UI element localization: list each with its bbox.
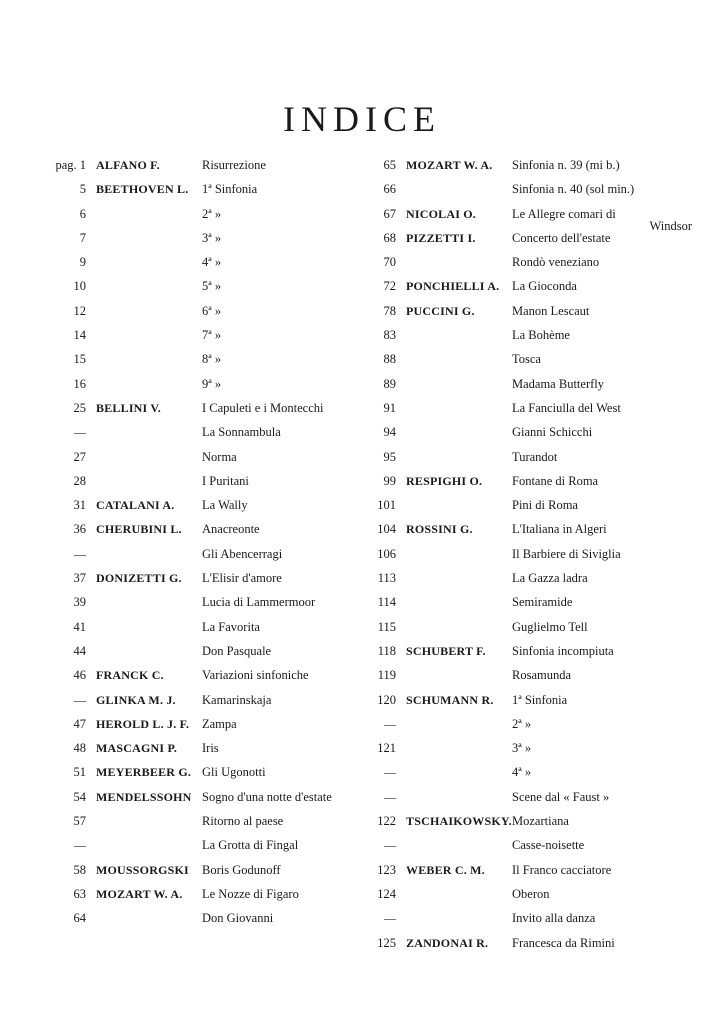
page-number: 54 <box>73 789 86 804</box>
work-title: Don Pasquale <box>202 643 272 658</box>
work-title: Zampa <box>202 716 237 731</box>
index-entry <box>38 279 358 303</box>
page-number: 6 <box>79 206 86 221</box>
work-title: Concerto dell'estate <box>512 230 611 245</box>
index-entry <box>360 790 700 814</box>
composer-name: NICOLAI O. <box>406 206 477 221</box>
page-number: 118 <box>377 643 396 658</box>
page-number: 99 <box>383 473 396 488</box>
work-title: Scene dal « Faust » <box>512 789 610 804</box>
composer-name: PUCCINI G. <box>406 303 475 318</box>
page-number: 124 <box>377 886 396 901</box>
page-number: 36 <box>73 522 86 537</box>
index-entry <box>360 304 700 328</box>
work-title: L'Italiana in Algeri <box>512 522 607 537</box>
page-number: pag. 1 <box>55 158 86 172</box>
index-entry <box>360 595 700 619</box>
work-title: Mozartiana <box>512 814 569 829</box>
index-entry <box>360 450 700 474</box>
index-entry <box>360 887 700 911</box>
index-entry <box>38 595 358 619</box>
page-number: — <box>74 425 86 440</box>
page-number: 113 <box>377 571 396 586</box>
work-title: Sinfonia n. 40 (sol min.) <box>512 182 635 197</box>
page-number: 123 <box>377 862 396 877</box>
index-entry <box>360 401 700 425</box>
index-entry <box>38 255 358 279</box>
composer-name: MENDELSSOHN <box>96 789 192 804</box>
work-title: 1ª Sinfonia <box>202 182 258 197</box>
composer-name: MOZART W. A. <box>406 158 493 172</box>
work-title: Invito alla danza <box>512 911 596 926</box>
page-number: 37 <box>73 571 86 586</box>
page-number: 46 <box>73 668 86 683</box>
work-title: Casse-noisette <box>512 838 585 853</box>
work-title: Oberon <box>512 886 550 901</box>
page-number: — <box>74 546 86 561</box>
page-number: 28 <box>73 473 86 488</box>
index-entry <box>38 644 358 668</box>
index-entry <box>38 207 358 231</box>
page-number: 25 <box>73 400 86 415</box>
work-title: Rondò veneziano <box>512 255 600 270</box>
work-title: 8ª » <box>202 352 222 367</box>
index-entry <box>38 304 358 328</box>
index-entry <box>38 765 358 789</box>
page-number: 125 <box>377 935 396 950</box>
work-title: Sogno d'una notte d'estate <box>202 789 332 804</box>
page-number: 15 <box>73 352 86 367</box>
index-entry <box>38 182 358 206</box>
work-title: Lucia di Lammermoor <box>202 595 316 610</box>
work-title: Variazioni sinfoniche <box>202 668 309 683</box>
page-number: 41 <box>73 619 86 634</box>
work-title: 2ª » <box>202 206 222 221</box>
index-entry <box>38 911 358 935</box>
page-number: 31 <box>73 498 86 513</box>
page-number: 67 <box>383 206 396 221</box>
index-entry <box>360 717 700 741</box>
index-entry <box>360 474 700 498</box>
index-entry <box>38 425 358 449</box>
index-entry <box>360 741 700 765</box>
page-number: 104 <box>377 522 396 537</box>
index-entry <box>360 571 700 595</box>
index-entry <box>38 693 358 717</box>
index-entry <box>360 863 700 887</box>
page-number: 122 <box>377 814 396 829</box>
composer-name: PIZZETTI I. <box>406 230 476 245</box>
index-entry <box>360 377 700 401</box>
index-entry <box>38 814 358 838</box>
work-title: Iris <box>202 741 219 756</box>
page-number: 72 <box>383 279 396 294</box>
index-entry <box>360 207 700 231</box>
index-entry <box>38 571 358 595</box>
page-number: 5 <box>79 182 86 197</box>
page-number: 115 <box>377 619 396 634</box>
composer-name: BELLINI V. <box>96 400 161 415</box>
index-entry <box>360 765 700 789</box>
work-title: Le Nozze di Figaro <box>202 886 299 901</box>
page-title: INDICE <box>283 99 441 139</box>
composer-name: FRANCK C. <box>96 668 164 683</box>
work-title: La Bohème <box>512 328 570 343</box>
index-entry <box>38 838 358 862</box>
page-number: 68 <box>383 230 396 245</box>
composer-name: RESPIGHI O. <box>406 473 483 488</box>
work-title: 3ª » <box>512 741 532 756</box>
work-title: La Gazza ladra <box>512 571 588 586</box>
page-number: 16 <box>73 376 86 391</box>
index-entry <box>360 352 700 376</box>
composer-name: CATALANI A. <box>96 498 175 513</box>
page-number: 27 <box>73 449 86 464</box>
work-title: 4ª » <box>202 255 222 270</box>
index-entry <box>38 620 358 644</box>
work-title: Il Franco cacciatore <box>512 862 612 877</box>
composer-name: MEYERBEER G. <box>96 765 192 780</box>
composer-name: SCHUMANN R. <box>406 692 494 707</box>
index-entry <box>360 838 700 862</box>
work-title: Fontane di Roma <box>512 473 599 488</box>
work-title: La Sonnambula <box>202 425 281 440</box>
work-title: I Capuleti e i Montecchi <box>202 400 324 415</box>
index-entry <box>38 790 358 814</box>
index-entry <box>38 522 358 546</box>
composer-name: CHERUBINI L. <box>96 522 182 537</box>
work-title: Rosamunda <box>512 668 572 683</box>
work-title: Gianni Schicchi <box>512 425 593 440</box>
index-entry <box>38 668 358 692</box>
work-title: 3ª » <box>202 230 222 245</box>
page-number: 66 <box>383 182 396 197</box>
index-entry <box>360 547 700 571</box>
page-number: 94 <box>383 425 396 440</box>
page-number: 101 <box>377 498 396 513</box>
index-entry <box>38 377 358 401</box>
work-title: Guglielmo Tell <box>512 619 588 634</box>
work-title: Norma <box>202 449 237 464</box>
work-title: Manon Lescaut <box>512 303 590 318</box>
work-title: Sinfonia n. 39 (mi b.) <box>512 158 620 172</box>
work-title: Francesca da Rimini <box>512 935 615 950</box>
index-entry <box>360 328 700 352</box>
work-title: 9ª » <box>202 376 222 391</box>
page-number: 89 <box>383 376 396 391</box>
composer-name: MOUSSORGSKI <box>96 862 189 877</box>
work-title: Madama Butterfly <box>512 376 604 391</box>
page-number: — <box>384 789 396 804</box>
work-title: Le Allegre comari di <box>512 206 616 221</box>
work-title: La Favorita <box>202 619 260 634</box>
page-number: 47 <box>73 716 86 731</box>
composer-name: DONIZETTI G. <box>96 571 182 586</box>
index-entry <box>360 255 700 279</box>
page-number: 64 <box>73 911 86 926</box>
page-number: 44 <box>73 643 86 658</box>
index-entry <box>360 425 700 449</box>
index-entry <box>38 328 358 352</box>
work-title: Don Giovanni <box>202 911 274 926</box>
index-entry <box>360 693 700 717</box>
page-number: 114 <box>377 595 396 610</box>
work-title: La Grotta di Fingal <box>202 838 299 853</box>
index-entry <box>360 936 700 960</box>
page-number: 83 <box>383 328 396 343</box>
page-number: 106 <box>377 546 396 561</box>
index-entry <box>38 450 358 474</box>
composer-name: MOZART W. A. <box>96 886 183 901</box>
work-title: Il Barbiere di Siviglia <box>512 546 621 561</box>
index-entry <box>360 231 700 255</box>
work-title: Kamarinskaja <box>202 692 272 707</box>
work-title: La Fanciulla del West <box>512 400 621 415</box>
composer-name: ALFANO F. <box>96 158 160 172</box>
index-entry <box>38 158 358 182</box>
work-title: Gli Abencerragi <box>202 546 283 561</box>
index-entry <box>38 717 358 741</box>
composer-name: GLINKA M. J. <box>96 692 176 707</box>
work-title: Anacreonte <box>202 522 260 537</box>
page-number: 9 <box>79 255 86 270</box>
index-column-left <box>38 158 358 936</box>
work-title: Semiramide <box>512 595 573 610</box>
work-title: Gli Ugonotti <box>202 765 266 780</box>
work-title: Turandot <box>512 449 558 464</box>
work-title: 7ª » <box>202 328 222 343</box>
work-title-continuation: Windsor <box>649 218 692 233</box>
composer-name: ZANDONAI R. <box>406 935 489 950</box>
composer-name: PONCHIELLI A. <box>406 279 500 294</box>
page-number: — <box>384 765 396 780</box>
index-entry <box>38 741 358 765</box>
index-entry <box>360 911 700 935</box>
work-title: 4ª » <box>512 765 532 780</box>
page-number: — <box>74 692 86 707</box>
page-number: 39 <box>73 595 86 610</box>
page-number: 91 <box>383 400 396 415</box>
work-title: 2ª » <box>512 716 532 731</box>
work-title: La Wally <box>202 498 248 513</box>
composer-name: TSCHAIKOWSKY. <box>406 814 512 829</box>
index-entry <box>360 182 700 206</box>
index-entry <box>360 668 700 692</box>
page-number: 63 <box>73 886 86 901</box>
composer-name: SCHUBERT F. <box>406 643 486 658</box>
page-number: — <box>74 838 86 853</box>
work-title: Risurrezione <box>202 158 266 172</box>
index-column-right <box>360 158 700 960</box>
page-number: 7 <box>79 230 86 245</box>
work-title: La Gioconda <box>512 279 577 294</box>
index-entry <box>38 498 358 522</box>
page-number: 88 <box>383 352 396 367</box>
index-entry <box>360 620 700 644</box>
index-entry <box>38 887 358 911</box>
index-entry <box>360 644 700 668</box>
page-number: 119 <box>377 668 396 683</box>
page-number: — <box>384 838 396 853</box>
page-number: 10 <box>73 279 86 294</box>
page-number: 78 <box>383 303 396 318</box>
work-title: Pini di Roma <box>512 498 578 513</box>
work-title: 1ª Sinfonia <box>512 692 568 707</box>
work-title: Boris Godunoff <box>202 862 281 877</box>
page-number: 48 <box>73 741 86 756</box>
page-number: 95 <box>383 449 396 464</box>
index-entry <box>38 231 358 255</box>
index-entry <box>38 401 358 425</box>
index-entry <box>38 474 358 498</box>
page-number: 14 <box>73 328 86 343</box>
index-entry <box>360 279 700 303</box>
page-number: — <box>384 911 396 926</box>
work-title: 5ª » <box>202 279 222 294</box>
page-number: 58 <box>73 862 86 877</box>
index-entry <box>360 498 700 522</box>
index-entry <box>360 522 700 546</box>
index-entry <box>38 547 358 571</box>
index-entry <box>360 814 700 838</box>
page-number: 121 <box>377 741 396 756</box>
composer-name: HEROLD L. J. F. <box>96 716 190 731</box>
page-number: 65 <box>383 158 396 172</box>
page-number: 51 <box>73 765 86 780</box>
composer-name: ROSSINI G. <box>406 522 473 537</box>
work-title: 6ª » <box>202 303 222 318</box>
work-title: I Puritani <box>202 473 249 488</box>
composer-name: WEBER C. M. <box>406 862 485 877</box>
index-entry <box>38 352 358 376</box>
index-entry <box>38 863 358 887</box>
composer-name: BEETHOVEN L. <box>96 182 189 197</box>
work-title: Sinfonia incompiuta <box>512 643 614 658</box>
page-number: 57 <box>73 814 86 829</box>
work-title: Tosca <box>512 352 541 367</box>
page-number: — <box>384 716 396 731</box>
page-number: 12 <box>73 303 86 318</box>
page-number: 70 <box>383 255 396 270</box>
work-title: L'Elisir d'amore <box>202 571 282 586</box>
work-title: Ritorno al paese <box>202 814 284 829</box>
composer-name: MASCAGNI P. <box>96 741 178 756</box>
index-entry <box>360 158 700 182</box>
page-number: 120 <box>377 692 396 707</box>
